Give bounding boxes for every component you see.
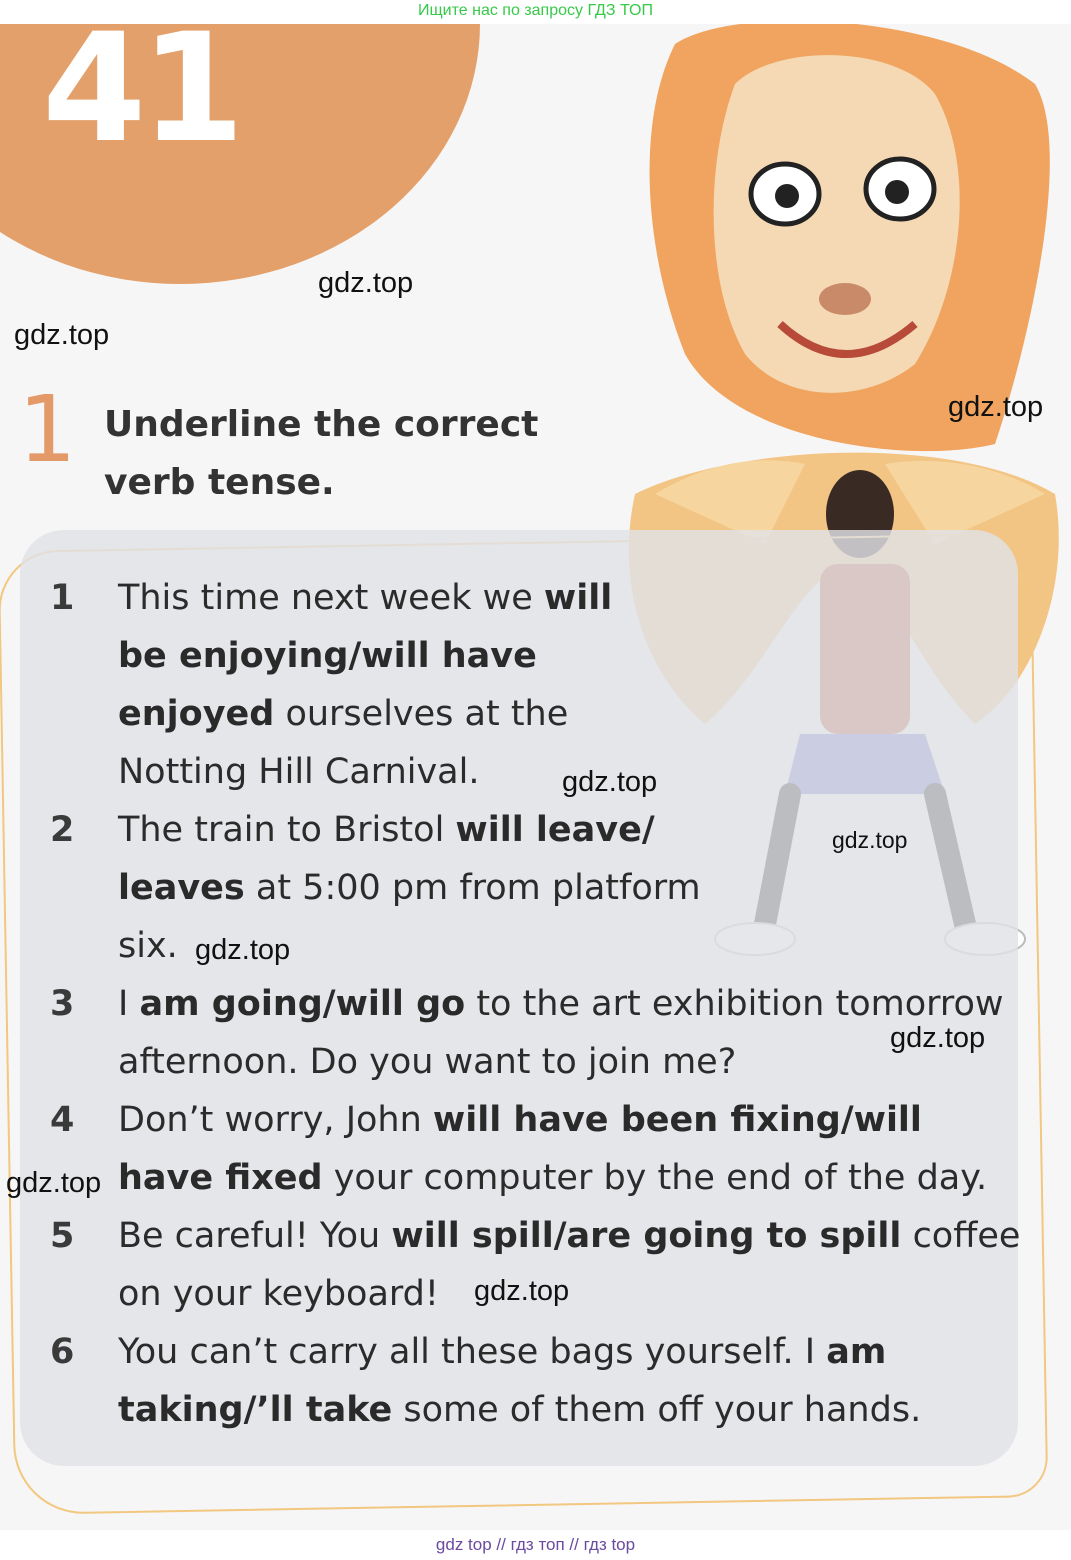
item-line: taking/’ll take some of them off your hands.	[118, 1390, 922, 1430]
item-line: Notting Hill Carnival.	[118, 752, 480, 792]
item-line: six.	[118, 926, 178, 966]
item-line: You can’t carry all these bags yourself. I am	[118, 1332, 887, 1372]
watermark: gdz.top	[832, 827, 908, 853]
textbook-page	[0, 24, 1071, 1530]
item-line: I am going/will go to the art exhibition tomorrow	[118, 984, 1004, 1024]
watermark: gdz.top	[474, 1275, 570, 1307]
item-number: 4	[50, 1100, 75, 1140]
item-line: Be careful! You will spill/are going to spill coffee	[118, 1216, 1021, 1256]
instruction-line-1: Underline the correct	[104, 404, 539, 445]
exercise-number: 1	[18, 376, 77, 483]
item-number: 1	[50, 578, 75, 618]
item-line: enjoyed ourselves at the	[118, 694, 569, 734]
item-line: afternoon. Do you want to join me?	[118, 1042, 737, 1082]
item-line: The train to Bristol will leave/	[118, 810, 655, 850]
item-number: 6	[50, 1332, 75, 1372]
watermark: gdz.top	[318, 267, 414, 299]
watermark: gdz.top	[562, 766, 658, 798]
item-number: 2	[50, 810, 75, 850]
item-line: be enjoying/will have	[118, 636, 537, 676]
item-line: This time next week we will	[118, 578, 613, 618]
item-number: 5	[50, 1216, 75, 1256]
top-banner: Ищите нас по запросу ГДЗ ТОП	[418, 2, 653, 19]
watermark: gdz.top	[195, 934, 291, 966]
item-line: on your keyboard!	[118, 1274, 439, 1314]
watermark: gdz.top	[6, 1167, 102, 1199]
item-line: leaves at 5:00 pm from platform	[118, 868, 701, 908]
watermark: gdz.top	[890, 1022, 986, 1054]
exercise-instruction	[104, 396, 544, 512]
instruction-line-2: verb tense.	[104, 462, 335, 503]
watermark: gdz.top	[14, 319, 110, 351]
footer-watermark: gdz top // гдз топ // гдз top	[435, 1535, 636, 1554]
item-line: Don’t worry, John will have been fixing/will	[118, 1100, 922, 1140]
watermark: gdz.top	[948, 391, 1044, 423]
item-line: have fixed your computer by the end of the day.	[118, 1158, 988, 1198]
unit-number: 41	[42, 24, 239, 176]
item-number: 3	[50, 984, 75, 1024]
